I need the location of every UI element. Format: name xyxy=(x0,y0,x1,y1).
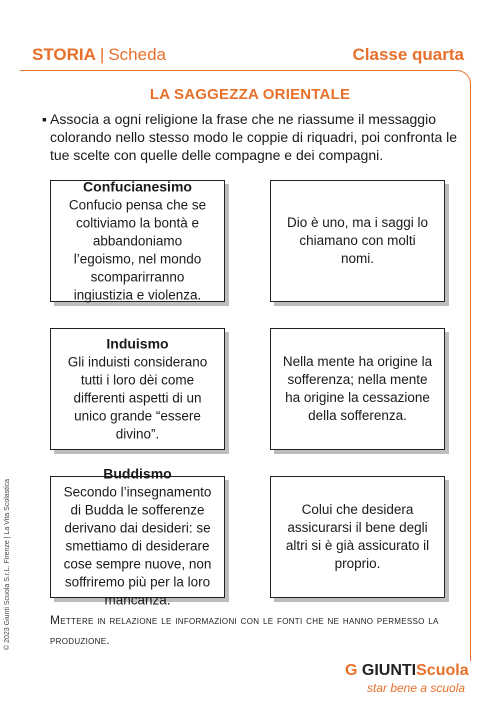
logo-brand: GIUNTI xyxy=(361,662,417,679)
header-separator: | xyxy=(99,45,105,64)
card-text: Dio è uno, ma i saggi lo chiamano con molti nomi. xyxy=(286,215,429,266)
card-quote-3[interactable] xyxy=(270,476,445,598)
card-text: Confucio pensa che se coltiviamo la bontà e abbandoniamo l’egoismo, nel mondo scomparirranno ingiustizia e violenza. xyxy=(68,197,207,303)
card-quote-2[interactable] xyxy=(270,328,445,450)
card-text: Secondo l’insegnamento di Budda le sofferenze derivano dai desideri: se smettiamo di desiderare cose sempre nuove, non soffriremo più per la loro mancanza. xyxy=(63,484,212,608)
subject-label: STORIA xyxy=(32,45,96,64)
logo-tagline: star bene a scuola xyxy=(367,681,466,695)
card-confucianesimo[interactable] xyxy=(50,180,225,302)
card-induismo[interactable] xyxy=(50,328,225,450)
logo-g-icon: G xyxy=(345,662,358,679)
card-text: Nella mente ha origine la sofferenza; nella mente ha origine la cessazione della sofferenza. xyxy=(282,354,433,423)
card-heading: Induismo xyxy=(106,335,169,352)
grade-label: Classe quarta xyxy=(352,45,464,64)
card-buddismo[interactable] xyxy=(50,465,225,608)
copyright-notice: © 2023 Giunti Scuola S.r.L. Firenze | La Vita Scolastica xyxy=(4,478,11,650)
subject-heading xyxy=(32,45,166,65)
section-label: Scheda xyxy=(108,45,167,64)
logo-scuola: Scuola xyxy=(416,662,469,679)
instruction-body: Associa a ogni religione la frase che ne riassume il messaggio colorando nello stesso modo le coppie di riquadri, poi confronta le tue scelte con quelle delle compagne e dei compagni. xyxy=(50,111,458,163)
worksheet-title: LA SAGGEZZA ORIENTALE xyxy=(149,86,351,103)
card-text: Colui che desidera assicurarsi il bene degli altri si è già assicurato il proprio. xyxy=(285,502,430,571)
bullet-icon: ▪ xyxy=(42,111,47,127)
card-quote-1[interactable] xyxy=(270,180,445,302)
page-header xyxy=(0,0,500,70)
publisher-logo xyxy=(345,662,469,695)
logo-wordmark xyxy=(345,662,469,680)
card-heading: Buddismo xyxy=(103,465,172,482)
learning-objective: Mettere in relazione le informazioni con le fonti che ne hanno permesso la produzione. xyxy=(50,613,439,647)
card-text: Gli induisti considerano tutti i loro dèi come differenti aspetti di un unico grande “essere divino”. xyxy=(67,354,208,442)
instruction-text xyxy=(42,110,460,164)
card-heading: Confucianesimo xyxy=(83,178,192,195)
